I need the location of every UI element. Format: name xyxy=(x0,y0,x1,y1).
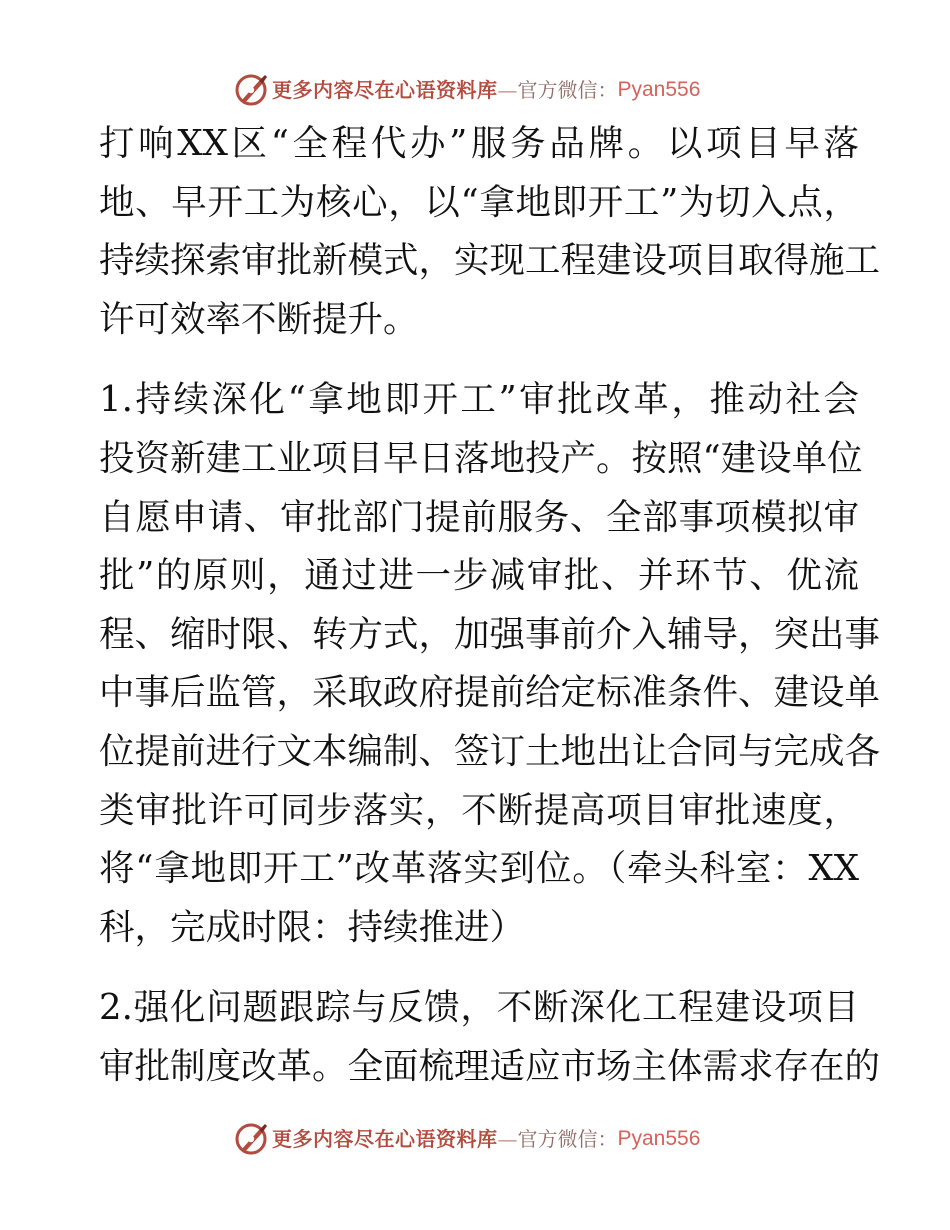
text-line: 1.持续深化“拿地即开工”审批改革，推动社会 xyxy=(99,379,859,421)
watermark-site: 更多内容尽在心语资料库 xyxy=(272,78,498,102)
text-line: 投资新建工业项目早日落地投产。按照“建设单位 xyxy=(99,437,863,479)
text-line: 2.强化问题跟踪与反馈，不断深化工程建设项目 xyxy=(99,987,859,1029)
quill-seal-icon xyxy=(232,71,270,109)
text-line: 科，完成时限：持续推进） xyxy=(99,906,526,948)
text-line: 批”的原则，通过进一步减审批、并环节、优流 xyxy=(99,555,859,597)
watermark-dash: — xyxy=(497,78,518,102)
paragraph-3 xyxy=(99,979,881,1096)
text-line: 自愿申请、审批部门提前服务、全部事项模拟审 xyxy=(99,496,859,538)
paragraph-1 xyxy=(99,115,881,349)
watermark-dash: — xyxy=(497,1127,518,1151)
paragraph-2 xyxy=(99,371,881,957)
quill-seal-icon xyxy=(232,1120,270,1158)
text-line: 位提前进行文本编制、签订土地出让合同与完成各 xyxy=(99,730,881,772)
text-line: 审批制度改革。全面梳理适应市场主体需求存在的 xyxy=(99,1045,881,1087)
text-line: 地、早开工为核心，以“拿地即开工”为切入点， xyxy=(99,181,859,223)
footer-watermark xyxy=(232,1119,700,1159)
watermark-label: 官方微信： xyxy=(517,78,618,102)
text-line: 持续探索审批新模式，实现工程建设项目取得施工 xyxy=(99,240,881,282)
watermark-label: 官方微信： xyxy=(517,1127,618,1151)
text-line: 许可效率不断提升。 xyxy=(99,298,419,340)
watermark-site: 更多内容尽在心语资料库 xyxy=(272,1127,498,1151)
text-line: 打响XX区“全程代办”服务品牌。以项目早落 xyxy=(99,123,859,164)
watermark-account: Pyan556 xyxy=(617,78,701,101)
header-watermark xyxy=(232,70,700,110)
text-line: 将“拿地即开工”改革落实到位。（牵头科室：XX xyxy=(99,848,859,890)
watermark-account: Pyan556 xyxy=(617,1127,701,1150)
text-line: 程、缩时限、转方式，加强事前介入辅导，突出事 xyxy=(99,613,881,655)
text-line: 类审批许可同步落实，不断提高项目审批速度， xyxy=(99,789,859,831)
text-line: 中事后监管，采取政府提前给定标准条件、建设单 xyxy=(99,672,881,714)
document-body xyxy=(99,115,881,1097)
